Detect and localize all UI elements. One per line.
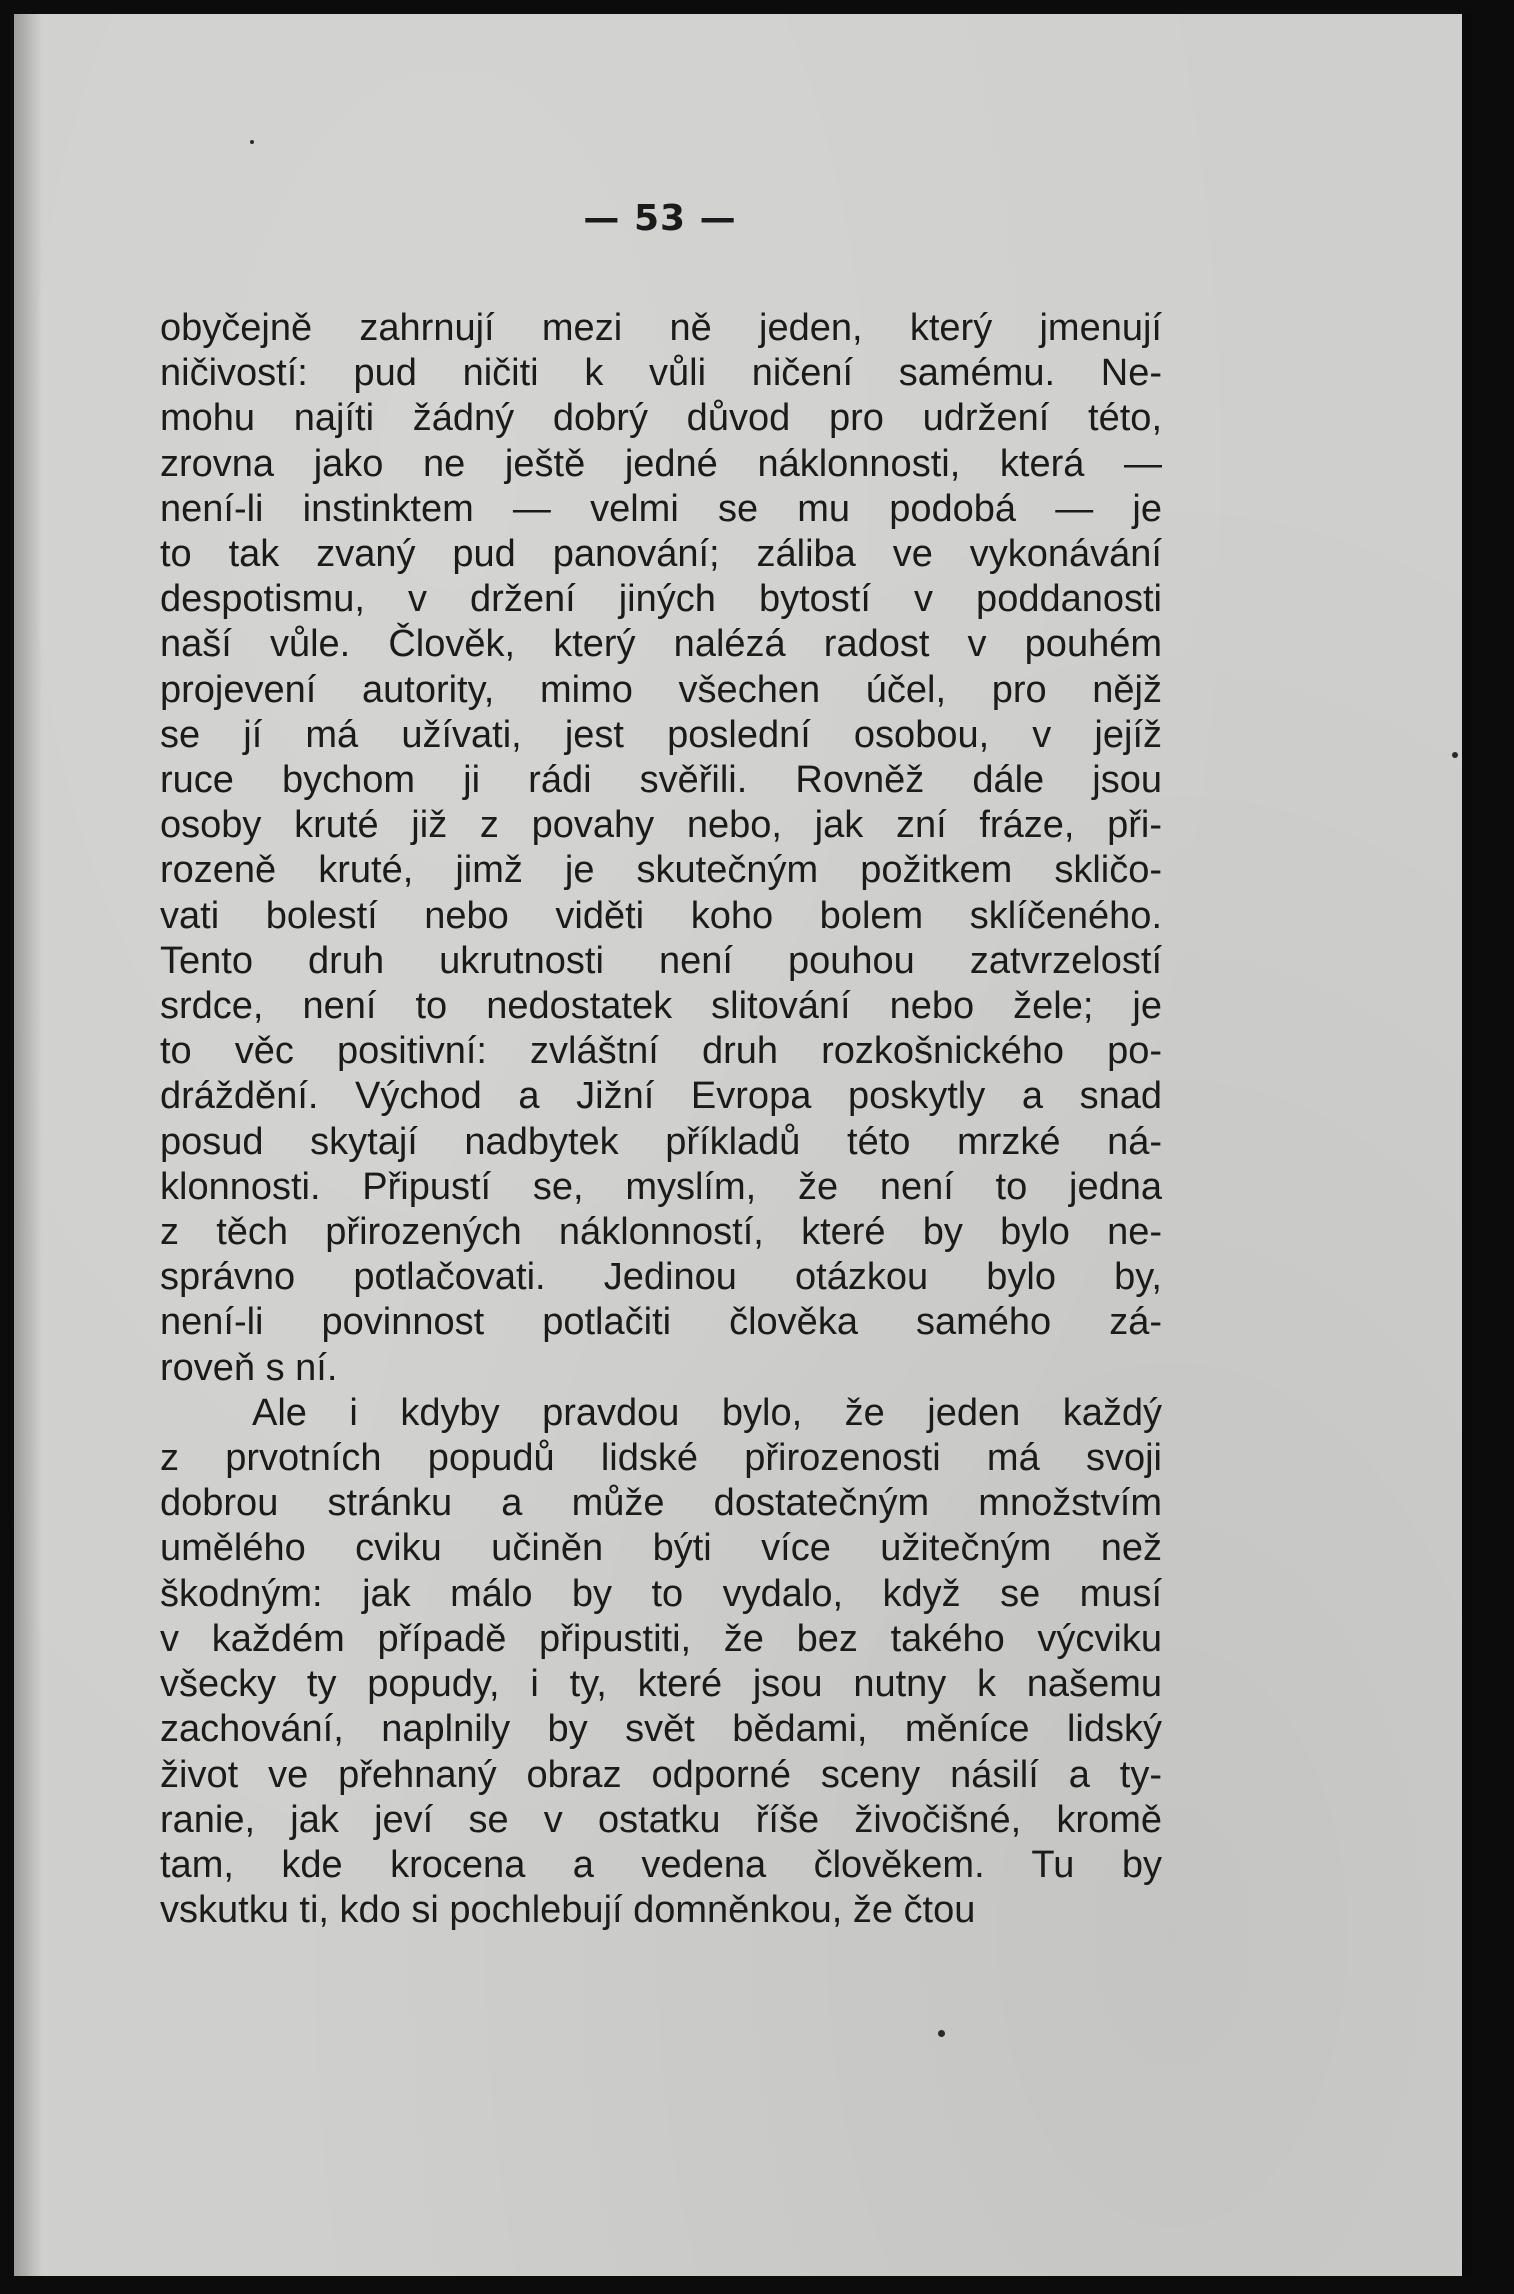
paper-speck — [1452, 752, 1458, 758]
text-line: klonnosti. Připustí se, myslím, že není to jedna — [160, 1165, 1162, 1208]
text-line: rozeně kruté, jimž je skutečným požitkem skličo- — [160, 849, 1162, 892]
page-edge-border — [1462, 14, 1472, 2276]
text-line: všecky ty popudy, i ty, které jsou nutny k našemu — [160, 1663, 1162, 1706]
text-line: tam, kde krocena a vedena člověkem. Tu by — [160, 1843, 1162, 1886]
text-line: zachování, naplnily by svět bědami, měníce lidský — [160, 1708, 1162, 1751]
text-line: není-li povinnost potlačiti člověka samého zá- — [160, 1301, 1162, 1344]
text-line: dráždění. Východ a Jižní Evropa poskytly a snad — [160, 1075, 1162, 1118]
text-line: vati bolestí nebo viděti koho bolem sklíčeného. — [160, 894, 1162, 937]
text-line: z prvotních popudů lidské přirozenosti má svoji — [160, 1437, 1162, 1480]
text-line: život ve přehnaný obraz odporné sceny násilí a ty- — [160, 1753, 1162, 1796]
page-number: — 53 — — [583, 198, 737, 239]
paper-speck — [250, 140, 254, 144]
text-line: ničivostí: pud ničiti k vůli ničení samému. Ne- — [160, 352, 1162, 395]
page-gutter-shadow — [14, 14, 42, 2276]
text-line: v každém případě připustiti, že bez takého výcviku — [160, 1617, 1162, 1660]
text-line: ranie, jak jeví se v ostatku říše živočišné, kromě — [160, 1798, 1162, 1841]
body-text — [160, 306, 1162, 1933]
text-line: zrovna jako ne ještě jedné náklonnosti, která — — [160, 442, 1162, 485]
text-line: roveň s ní. — [160, 1346, 338, 1389]
text-line: Ale i kdyby pravdou bylo, že jeden každý — [252, 1391, 1162, 1434]
text-line: ruce bychom ji rádi svěřili. Rovněž dále jsou — [160, 759, 1162, 802]
text-line: posud skytají nadbytek příkladů této mrzké ná- — [160, 1120, 1162, 1163]
text-line: naší vůle. Člověk, který nalézá radost v pouhém — [160, 623, 1162, 666]
text-line: z těch přirozených náklonností, které by bylo ne- — [160, 1211, 1162, 1254]
paper-speck — [938, 2030, 945, 2037]
text-line: to tak zvaný pud panování; záliba ve vykonávání — [160, 533, 1162, 576]
text-line: to věc positivní: zvláštní druh rozkošnického po- — [160, 1030, 1162, 1073]
text-line: vskutku ti, kdo si pochlebují domněnkou, že čtou — [160, 1889, 976, 1932]
text-line: osoby kruté již z povahy nebo, jak zní fráze, při- — [160, 804, 1162, 847]
text-line: se jí má užívati, jest poslední osobou, v jejíž — [160, 713, 1162, 756]
text-line: dobrou stránku a může dostatečným množstvím — [160, 1482, 1162, 1525]
text-line: despotismu, v držení jiných bytostí v poddanosti — [160, 578, 1162, 621]
text-line: mohu najíti žádný dobrý důvod pro udržení této, — [160, 397, 1162, 440]
text-line: umělého cviku učiněn býti více užitečným než — [160, 1527, 1162, 1570]
paragraph — [160, 1391, 1162, 1933]
text-line: správno potlačovati. Jedinou otázkou bylo by, — [160, 1256, 1162, 1299]
text-line: není-li instinktem — velmi se mu podobá — je — [160, 487, 1162, 530]
text-line: projevení autority, mimo všechen účel, pro nějž — [160, 668, 1162, 711]
text-line: srdce, není to nedostatek slitování nebo žele; je — [160, 985, 1162, 1028]
text-line: Tento druh ukrutnosti není pouhou zatvrzelostí — [160, 939, 1162, 982]
text-line: obyčejně zahrnují mezi ně jeden, který jmenují — [160, 307, 1162, 349]
paragraph — [160, 306, 1162, 1391]
text-line: škodným: jak málo by to vydalo, když se musí — [160, 1572, 1162, 1615]
